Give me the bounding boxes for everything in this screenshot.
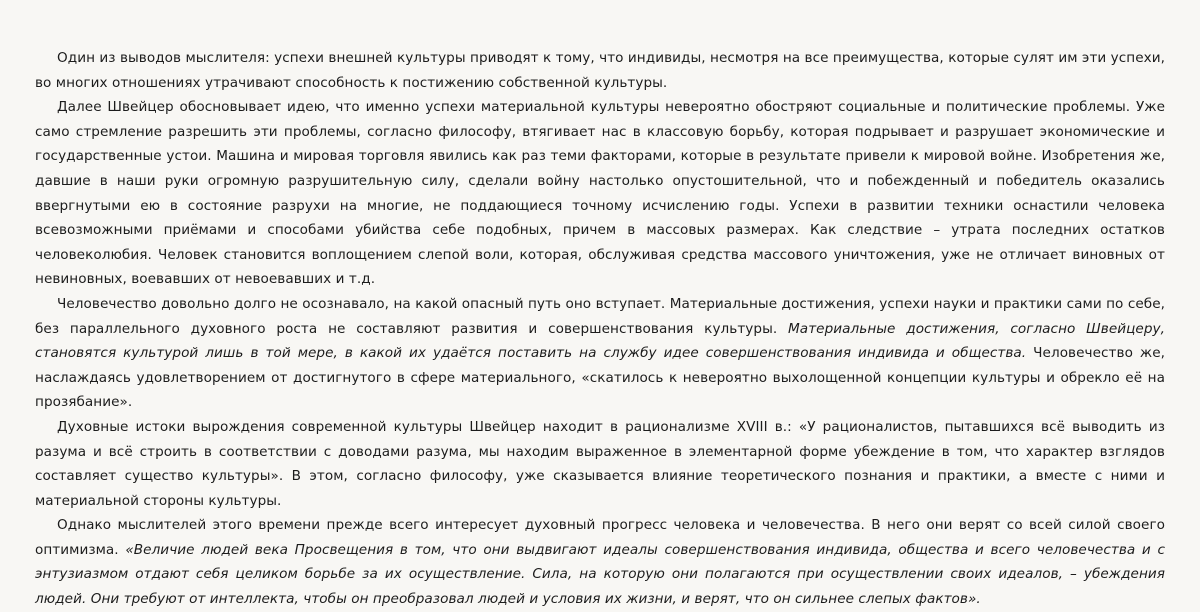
paragraph-2-text: Далее Швейцер обосновывает идею, что именно успехи материальной культуры невероятно обостряют социальные и политические проблемы. Уже само стремление разрешить эти проблемы, согласно философу, втягивает нас в классовую борьбу, которая подрывает и разрушает экономические и государственные устои. Машина и мировая торговля явились как раз теми факторами, которые в результате привели к мировой войне. Изобретения же, давшие в наши руки огромную разрушительную силу, сделали войну настолько опустошительной, что и побежденный и победитель оказались ввергнутыми ею в состояние разрухи на многие, не поддающиеся точному исчислению годы. Успехи в развитии техники оснастили человека всевозможными приёмами и способами убийства себе подобных, причем в массовых размерах. Как следствие – утрата последних остатков человеколюбия. Человек становится воплощением слепой воли, которая, обслуживая средства массового уничтожения, уже не отличает виновных от невиновных, воевавших от невоевавших и т.д. (35, 99, 1165, 288)
paragraph-3 (35, 292, 1165, 415)
paragraph-3-text: Человечество довольно долго не осознавало, на какой опасный путь оно вступает. Материальные достижения, успехи науки и практики сами по себе, без параллельного духовного роста не составляют развития и совершенствования культуры. (35, 295, 1165, 337)
paragraph-4 (35, 415, 1165, 513)
paragraph-1-text: Один из выводов мыслителя: успехи внешней культуры приводят к тому, что индивиды, несмотря на все преимущества, которые сулят им эти успехи, во многих отношениях утрачивают способность к постижению собственной культуры. (35, 50, 1165, 91)
paragraph-3-text-end: Человечество же, наслаждаясь удовлетворением от достигнутого в сфере материального, «скатилось к невероятно выхолощенной концепции культуры и обрекло её на прозябание». (35, 345, 1166, 411)
paragraph-5-italic-quote: «Величие людей века Просвещения в том, что они выдвигают идеалы совершенствования индивида, общества и всего человечества и с энтузиазмом отдают себя целиком борьбе за их осуществление. Сила, на которую они полагаются при осуществлении своих идеалов, – убеждения людей. Они требуют от интеллекта, чтобы он преобразовал людей и условия их жизни, и верят, что он сильнее слепых фактов». (35, 541, 1165, 608)
paragraph-5-text: Однако мыслителей этого времени прежде всего интересует духовный прогресс человека и человечества. В него они верят со всей силой своего оптимизма. (35, 517, 1165, 558)
paragraph-1 (35, 46, 1165, 95)
paragraph-3-italic-quote: Материальные достижения, согласно Швейцеру, становятся культурой лишь в той мере, в какой их удаётся поставить на службу идее совершенствования индивида и общества. (35, 320, 1165, 362)
paragraph-2 (35, 95, 1165, 292)
paragraph-4-text: Духовные истоки вырождения современной культуры Швейцер находит в рационализме XVIII в.: «У рационалистов, пытавшихся всё выводить из разума и всё строить в соответствии с доводами разума, мы находим выраженное в элементарной форме убеждение в том, что характер взглядов составляет существо культуры». В этом, согласно философу, уже сказывается влияние теоретического познания и практики, а вместе с ними и материальной стороны культуры. (35, 418, 1165, 509)
document-page (35, 46, 1165, 612)
paragraph-5 (35, 513, 1165, 611)
